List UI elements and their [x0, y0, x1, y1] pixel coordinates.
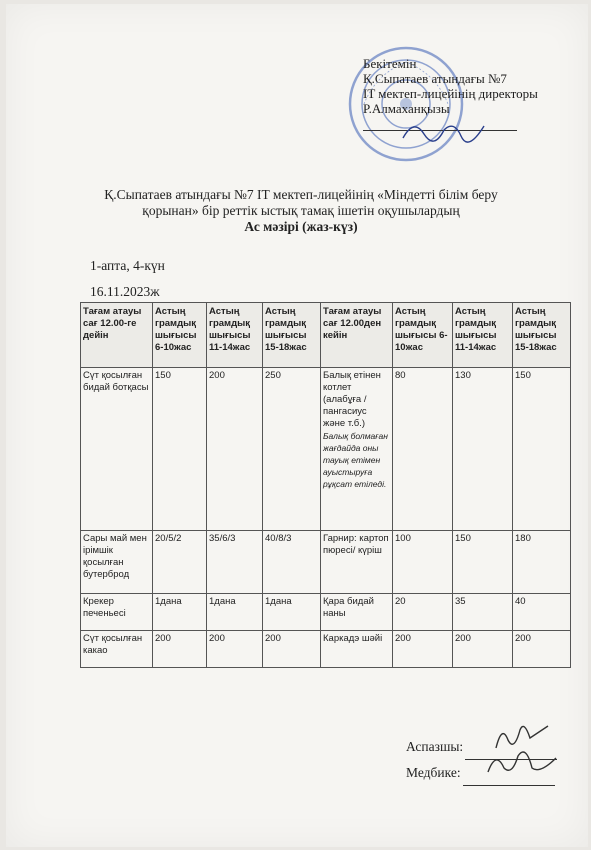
table-row: [81, 594, 571, 631]
dish-before-noon: Крекер печеньесі: [81, 594, 153, 631]
header-cell: Астың грамдық шығысы 6-10жас: [153, 303, 207, 368]
dish-before-noon: Сүт қосылған бидай ботқасы: [81, 368, 153, 531]
document-sheet: [6, 4, 588, 847]
header-cell: Астың грамдық шығысы 15-18жас: [263, 303, 321, 368]
approval-block: [363, 56, 538, 131]
portion-cell: 150: [153, 368, 207, 531]
portion-cell: 200: [153, 631, 207, 668]
portion-cell: 35/6/3: [207, 531, 263, 594]
nurse-signature-icon: [482, 746, 562, 780]
dish-after-noon: Қара бидай наны: [321, 594, 393, 631]
nurse-signature-row: [406, 760, 557, 786]
approval-name: Р.Алмаханқызы: [363, 101, 450, 116]
document-title: [66, 187, 536, 235]
header-cell: Астың грамдық шығысы 11-14жас: [207, 303, 263, 368]
dish-substitution-note: Балық болмаған жағдайда оны тауық етімен ауыстыруға рұқсат етіледі.: [323, 431, 388, 489]
title-line-2: қорынан» бір реттік ыстық тамақ ішетін оқушылардың: [142, 203, 460, 218]
header-cell: Астың грамдық шығысы 6-10жас: [393, 303, 453, 368]
title-line-3: Ас мәзірі (жаз-күз): [244, 219, 358, 234]
portion-cell: 40: [513, 594, 571, 631]
portion-cell: 35: [453, 594, 513, 631]
director-signature-icon: [399, 116, 489, 146]
dish-after-noon: [321, 368, 393, 531]
header-cell: Астың грамдық шығысы 15-18жас: [513, 303, 571, 368]
portion-cell: 200: [207, 368, 263, 531]
table-row: [81, 531, 571, 594]
header-cell: Тағам атауы сағ 12.00-ге дейін: [81, 303, 153, 368]
portion-cell: 100: [393, 531, 453, 594]
week-day-label: 1-апта, 4-күн: [90, 258, 165, 273]
nurse-label: Медбике:: [406, 765, 461, 780]
header-cell: Тағам атауы сағ 12.00ден кейін: [321, 303, 393, 368]
dish-after-noon-name: Балық етінен котлет (алабұға / пангасиус және т.б.): [323, 370, 381, 429]
signatures-block: [406, 734, 557, 786]
dish-after-noon: Каркадэ шәйі: [321, 631, 393, 668]
dish-before-noon: Сүт қосылған какао: [81, 631, 153, 668]
portion-cell: 20/5/2: [153, 531, 207, 594]
date-label: 16.11.2023ж: [90, 284, 160, 299]
portion-cell: 150: [513, 368, 571, 531]
approval-position: IT мектеп-лицейінің директоры: [363, 86, 538, 101]
portion-cell: 130: [453, 368, 513, 531]
portion-cell: 250: [263, 368, 321, 531]
portion-cell: 200: [513, 631, 571, 668]
portion-cell: 200: [393, 631, 453, 668]
portion-cell: 150: [453, 531, 513, 594]
table-header-row: [81, 303, 571, 368]
title-line-1: Қ.Сыпатаев атындағы №7 IT мектеп-лицейінің «Міндетті білім беру: [104, 187, 498, 202]
portion-cell: 200: [263, 631, 321, 668]
portion-cell: 1дана: [207, 594, 263, 631]
dish-before-noon: Сары май мен ірімшік қосылған бутерброд: [81, 531, 153, 594]
portion-cell: 180: [513, 531, 571, 594]
portion-cell: 200: [207, 631, 263, 668]
portion-cell: 40/8/3: [263, 531, 321, 594]
portion-cell: 200: [453, 631, 513, 668]
menu-table: [80, 302, 571, 668]
portion-cell: 20: [393, 594, 453, 631]
cook-label: Аспазшы:: [406, 739, 464, 754]
approval-heading: Бекітемін: [363, 56, 417, 71]
table-row: [81, 631, 571, 668]
header-cell: Астың грамдық шығысы 11-14жас: [453, 303, 513, 368]
portion-cell: 1дана: [263, 594, 321, 631]
approval-school: Қ.Сыпатаев атындағы №7: [363, 71, 507, 86]
portion-cell: 80: [393, 368, 453, 531]
dish-after-noon: Гарнир: картоп пюресі/ күріш: [321, 531, 393, 594]
table-row: [81, 368, 571, 531]
portion-cell: 1дана: [153, 594, 207, 631]
